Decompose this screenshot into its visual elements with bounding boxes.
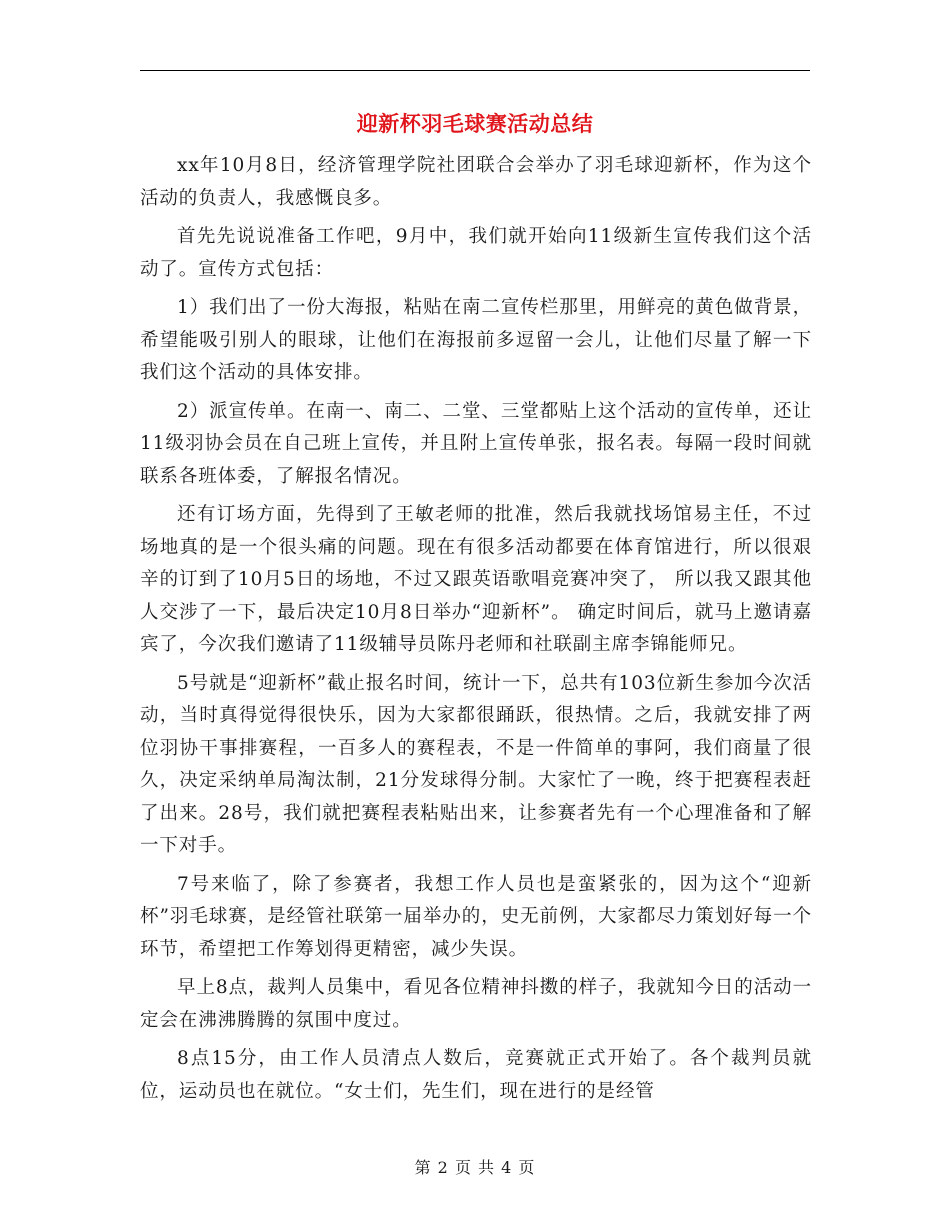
paragraph-7: 7号来临了，除了参赛者，我想工作人员也是蛮紧张的，因为这个“迎新杯”羽毛球赛，是经管社联第一届举办的，史无前例，大家都尽力策划好每一个环节，希望把工作筹划得更精密，减少失误。: [140, 873, 812, 960]
document-title: 迎新杯羽毛球赛活动总结: [356, 111, 594, 136]
document-body: [140, 150, 812, 1114]
paragraph-6: 5号就是“迎新杯”截止报名时间，统计一下，总共有103位新生参加今次活动，当时真得觉得很快乐，因为大家都很踊跃，很热情。之后，我就安排了两位羽协干事排赛程，一百多人的赛程表，不是一件简单的事阿，我们商量了很久，决定采纳单局淘汰制，21分发球得分制。大家忙了一晚，终于把赛程表赶了出来。28号，我们就把赛程表粘贴出来，让参赛者先有一个心理准备和了解一下对手。: [140, 672, 812, 856]
page-number-label: 第 2 页 共 4 页: [414, 1158, 536, 1177]
header-rule: [140, 70, 810, 71]
paragraph-2: 首先先说说准备工作吧，9月中，我们就开始向11级新生宣传我们这个活动了。宣传方式包括：: [140, 226, 812, 280]
paragraph-5: 还有订场方面，先得到了王敏老师的批准，然后我就找场馆易主任，不过场地真的是一个很头痛的问题。现在有很多活动都要在体育馆进行，所以很艰辛的订到了10月5日的场地，不过又跟英语歌唱竞赛冲突了， 所以我又跟其他人交涉了一下，最后决定10月8日举办“迎新杯”。 确定时间后，就马上邀请嘉宾了，今次我们邀请了11级辅导员陈丹老师和社联副主席李锦能师兄。: [140, 504, 812, 655]
paragraph-4: 2）派宣传单。在南一、南二、二堂、三堂都贴上这个活动的宣传单，还让11级羽协会员在自己班上宣传，并且附上宣传单张，报名表。每隔一段时间就联系各班体委，了解报名情况。: [140, 400, 812, 487]
paragraph-1: xx年10月8日，经济管理学院社团联合会举办了羽毛球迎新杯，作为这个活动的负责人，我感慨良多。: [140, 155, 812, 209]
paragraph-9: 8点15分，由工作人员清点人数后，竞赛就正式开始了。各个裁判员就位，运动员也在就位。“女士们，先生们，现在进行的是经管: [140, 1048, 812, 1102]
page-footer: [140, 1155, 810, 1178]
paragraph-3: 1）我们出了一份大海报，粘贴在南二宣传栏那里，用鲜亮的黄色做背景，希望能吸引别人的眼球，让他们在海报前多逗留一会儿，让他们尽量了解一下我们这个活动的具体安排。: [140, 297, 812, 383]
paragraph-8: 早上8点，裁判人员集中，看见各位精神抖擞的样子，我就知今日的活动一定会在沸沸腾腾的氛围中度过。: [140, 977, 812, 1031]
